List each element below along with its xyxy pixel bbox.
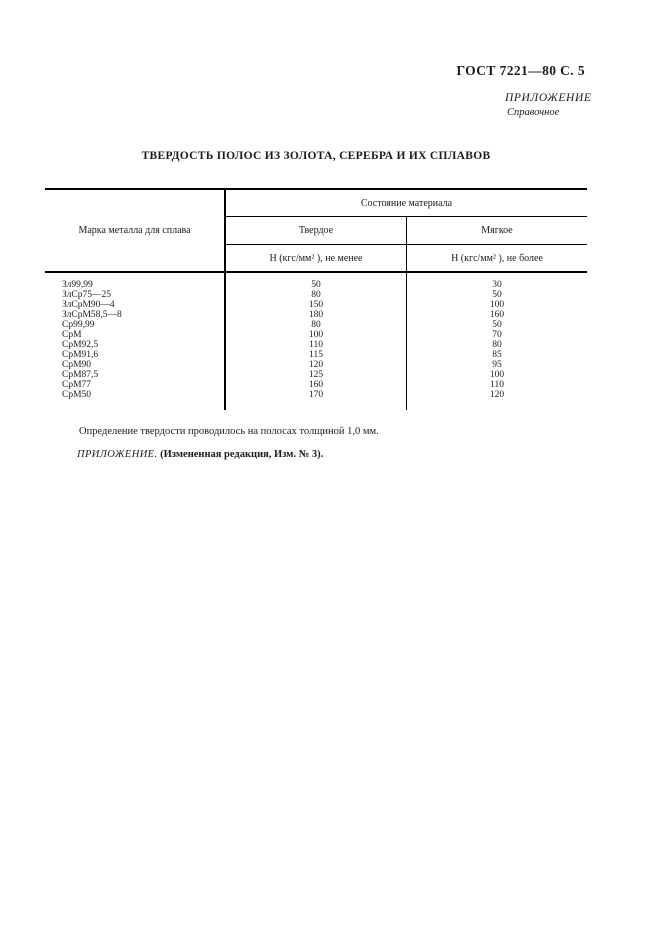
table-cell-soft: 100 xyxy=(489,370,505,380)
table-header xyxy=(45,190,587,273)
note-revision-text: (Измененная редакция, Изм. № 3). xyxy=(160,449,324,460)
doc-reference: ГОСТ 7221—80 С. 5 xyxy=(456,63,585,78)
table-cell-mark: СрМ xyxy=(62,330,82,340)
note-revision-annex: ПРИЛОЖЕНИЕ. xyxy=(77,449,158,460)
column-header-mark: Марка металла для сплава xyxy=(45,190,226,271)
table-cell-hard: 180 xyxy=(308,310,324,320)
table-cell-soft: 80 xyxy=(492,340,502,350)
table-cell-soft: 100 xyxy=(489,300,505,310)
table-cell-hard: 115 xyxy=(309,350,323,360)
table-cell-hard: 50 xyxy=(311,280,321,290)
column-header-soft: Мягкое xyxy=(481,225,513,236)
table-cell-mark: Зл99,99 xyxy=(62,280,93,290)
soft-column xyxy=(407,273,587,410)
table-cell-hard: 120 xyxy=(308,360,324,370)
page-title: ТВЕРДОСТЬ ПОЛОС ИЗ ЗОЛОТА, СЕРЕБРА И ИХ СПЛАВОВ xyxy=(141,150,491,162)
table-cell-hard: 160 xyxy=(308,380,324,390)
table-cell-mark: ЗлСрМ58,5—8 xyxy=(62,310,122,320)
table-cell-mark: ЗлСр75—25 xyxy=(62,290,111,300)
note-thickness: Определение твердости проводилось на полосах толщиной 1,0 мм. xyxy=(79,426,379,437)
table-header-right xyxy=(226,190,587,271)
table-cell-soft: 95 xyxy=(492,360,502,370)
table-cell-mark: СрМ91,6 xyxy=(62,350,99,360)
table-cell-soft: 160 xyxy=(489,310,505,320)
table-cell-mark: СрМ90 xyxy=(62,360,92,370)
table-cell-mark: СрМ77 xyxy=(62,380,92,390)
column-group-header: Состояние материала xyxy=(226,190,587,217)
table-cell-soft: 120 xyxy=(489,390,505,400)
unit-header-row xyxy=(226,245,587,271)
table-cell-mark: СрМ87,5 xyxy=(62,370,99,380)
table-cell-soft: 50 xyxy=(492,320,502,330)
table-cell-mark: СрМ50 xyxy=(62,390,92,400)
column-header-hard: Твердое xyxy=(226,217,407,244)
table-cell-hard: 80 xyxy=(311,320,321,330)
unit-header-hard: Н (кгс/мм² ), не менее xyxy=(226,245,407,271)
mark-column xyxy=(45,273,226,410)
annex-label: ПРИЛОЖЕНИЕ xyxy=(505,92,592,104)
sub-header-row xyxy=(226,217,587,245)
hard-column xyxy=(226,273,407,410)
table-cell-hard: 150 xyxy=(308,300,324,310)
table-cell-soft: 30 xyxy=(492,280,502,290)
table-cell-soft: 110 xyxy=(490,380,504,390)
table-cell-mark: Ср99,99 xyxy=(62,320,95,330)
table-cell-soft: 85 xyxy=(492,350,502,360)
table-cell-hard: 170 xyxy=(308,390,324,400)
hardness-table xyxy=(45,188,587,410)
table-cell-soft: 70 xyxy=(492,330,502,340)
annex-type-label: Справочное xyxy=(507,107,560,118)
table-cell-mark: ЗлСрМ90—4 xyxy=(62,300,115,310)
table-body xyxy=(45,273,587,410)
table-cell-hard: 100 xyxy=(308,330,324,340)
table-cell-hard: 110 xyxy=(309,340,323,350)
table-cell-hard: 80 xyxy=(311,290,321,300)
table-cell-soft: 50 xyxy=(492,290,502,300)
table-cell-mark: СрМ92,5 xyxy=(62,340,99,350)
unit-header-soft: Н (кгс/мм² ), не более xyxy=(451,252,543,264)
table-cell-hard: 125 xyxy=(308,370,324,380)
note-revision xyxy=(77,449,323,460)
